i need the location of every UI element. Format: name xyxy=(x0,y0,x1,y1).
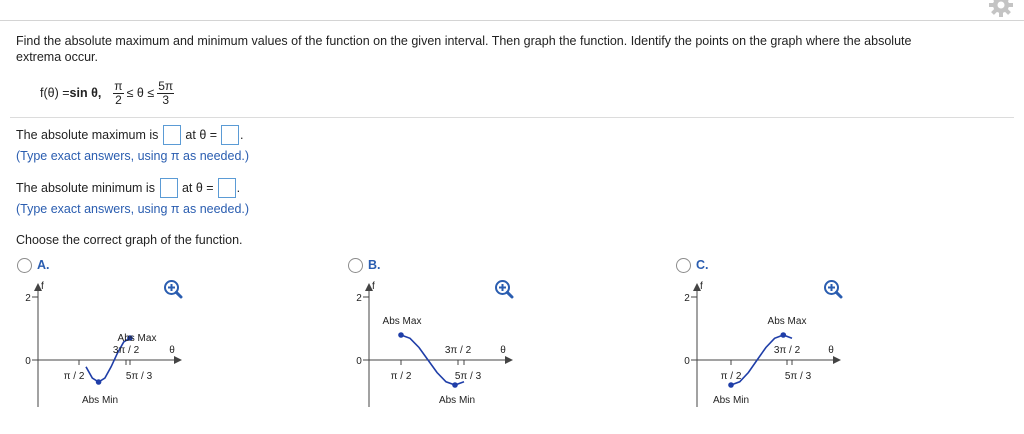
option-c-label[interactable]: C. xyxy=(696,258,709,272)
option-a-tick-right-label: 5π / 3 xyxy=(125,371,153,382)
option-c-max-label: Abs Max xyxy=(767,316,807,327)
option-c-radio[interactable] xyxy=(676,258,691,273)
option-c-origin-label: 0 xyxy=(684,356,690,367)
option-a-x-arrow xyxy=(174,356,182,364)
min-theta-input[interactable] xyxy=(218,178,236,198)
option-a-tick-left-label: π / 2 xyxy=(63,371,85,382)
interval-left-denominator: 2 xyxy=(115,92,122,107)
question-instruction: Find the absolute maximum and minimum values of the function on the given interval. Then graph the function. Identify the points on the graph where the absolute xyxy=(16,34,912,48)
function-rhs: sin θ, xyxy=(69,86,102,100)
max-theta-prompt: at θ = xyxy=(185,128,218,142)
interval-left-fraction xyxy=(113,80,123,107)
max-value-input[interactable] xyxy=(163,125,181,145)
option-b-y-label: f xyxy=(372,281,375,292)
option-b-tick-left-label: π / 2 xyxy=(390,371,412,382)
function-definition xyxy=(40,74,174,112)
interval-right-fraction xyxy=(157,80,174,107)
option-b-radio[interactable] xyxy=(348,258,363,273)
interval-right-numerator: 5π xyxy=(158,78,174,93)
option-c-abs-min-point xyxy=(728,382,734,388)
option-b-origin-label: 0 xyxy=(356,356,362,367)
max-theta-input[interactable] xyxy=(221,125,239,145)
interval-inequality: ≤ θ ≤ xyxy=(126,86,155,100)
min-hint: (Type exact answers, using π as needed.) xyxy=(16,202,250,216)
function-lhs: f(θ) = xyxy=(40,86,70,100)
option-a-tick-mid-label: 3π / 2 xyxy=(112,345,140,356)
option-c-tick-left-label: π / 2 xyxy=(720,371,742,382)
option-a-graph xyxy=(20,280,200,415)
option-a-y-label: f xyxy=(41,281,44,292)
option-a-x-label: θ xyxy=(169,345,175,356)
min-end-period: . xyxy=(236,181,241,195)
option-a-origin-label: 0 xyxy=(25,356,31,367)
option-a-radio[interactable] xyxy=(17,258,32,273)
option-b-abs-max-point xyxy=(398,332,404,338)
option-b-max-label: Abs Max xyxy=(382,316,422,327)
option-a-abs-min-point xyxy=(96,379,102,385)
option-a-max-label: Abs Max xyxy=(117,333,157,344)
question-instruction-line2: extrema occur. xyxy=(16,50,98,64)
option-c-x-arrow xyxy=(833,356,841,364)
option-b-tick-mid-label: 3π / 2 xyxy=(444,345,472,356)
option-c-tick-mid-label: 3π / 2 xyxy=(773,345,801,356)
option-b-min-label: Abs Min xyxy=(438,395,476,406)
settings-gear-icon[interactable] xyxy=(988,0,1014,18)
option-c-graph xyxy=(679,280,859,415)
option-c-x-label: θ xyxy=(828,345,834,356)
option-c-abs-max-point xyxy=(780,332,786,338)
choose-prompt: Choose the correct graph of the function. xyxy=(16,233,243,247)
max-end-period: . xyxy=(240,128,244,142)
section-divider xyxy=(10,117,1014,118)
option-c-min-label: Abs Min xyxy=(712,395,750,406)
option-b-y-tick-label: 2 xyxy=(356,293,362,304)
min-prompt: The absolute minimum is xyxy=(16,181,155,195)
interval-right-denominator: 3 xyxy=(162,92,170,107)
min-answer-row xyxy=(16,178,240,198)
min-theta-prompt: at θ = xyxy=(181,181,214,195)
option-b-tick-right-label: 5π / 3 xyxy=(454,371,482,382)
option-b-x-label: θ xyxy=(500,345,506,356)
option-b-abs-min-point xyxy=(452,382,458,388)
option-b-label[interactable]: B. xyxy=(368,258,381,272)
option-a-label[interactable]: A. xyxy=(37,258,50,272)
interval-left-numerator: π xyxy=(114,78,123,93)
option-c-y-tick-label: 2 xyxy=(684,293,690,304)
max-prompt: The absolute maximum is xyxy=(16,128,159,142)
max-answer-row xyxy=(16,125,244,145)
option-b-x-arrow xyxy=(505,356,513,364)
top-divider xyxy=(0,20,1024,21)
option-c-y-label: f xyxy=(700,281,703,292)
option-a-y-tick-label: 2 xyxy=(25,293,31,304)
option-b-graph xyxy=(351,280,531,415)
option-c-tick-right-label: 5π / 3 xyxy=(784,371,812,382)
min-value-input[interactable] xyxy=(160,178,178,198)
max-hint: (Type exact answers, using π as needed.) xyxy=(16,149,250,163)
option-a-min-label: Abs Min xyxy=(81,395,119,406)
